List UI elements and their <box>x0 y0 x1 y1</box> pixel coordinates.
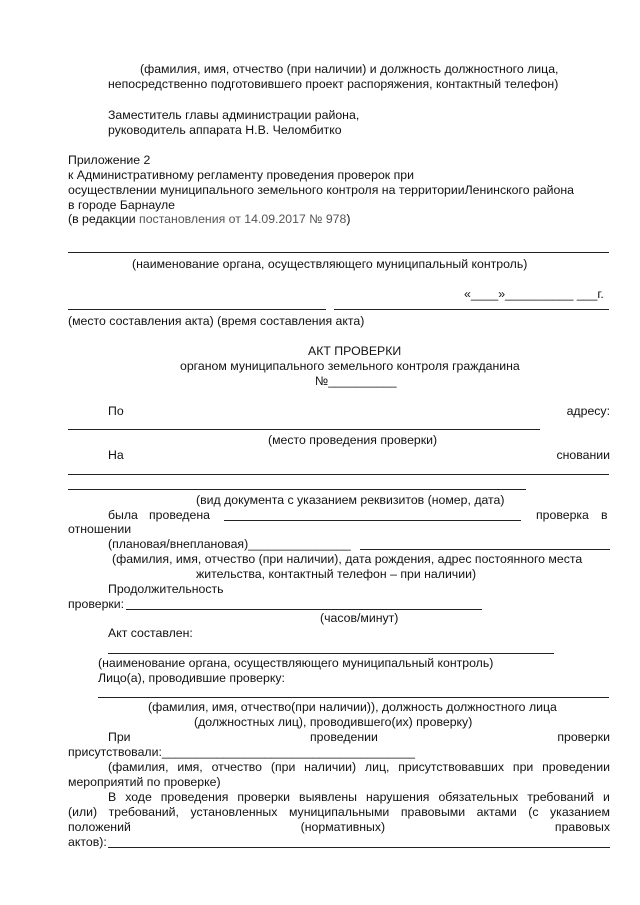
place-caption: (место проведения проверки) <box>268 433 438 447</box>
present-caption-word: отчество <box>211 760 263 774</box>
present-label: присутствовали:_____________________________________ <box>68 745 415 759</box>
person-caption1: (фамилия, имя, отчество (при наличии), дата рождения, адрес постоянного места <box>112 552 583 566</box>
violations-word: проведения <box>160 790 229 804</box>
edition-suffix: ) <box>346 212 351 226</box>
present-caption-word: присутствовавших <box>398 760 505 774</box>
basis-right: сновании <box>556 448 610 462</box>
present-caption-word: при <box>512 760 534 774</box>
violations-word: требований, <box>108 805 179 819</box>
violations-word: муниципальными <box>288 805 390 819</box>
violations-word: требований <box>527 790 595 804</box>
duration-caption: (часов/минут) <box>320 611 399 625</box>
violations-word: правовыми <box>400 805 466 819</box>
org-caption: (наименование органа, осуществляющего муниципальный контроль) <box>132 257 528 271</box>
place-time-caption: (место составления акта) (время составления акта) <box>68 314 365 328</box>
date-line: «____»__________ ___г. <box>464 287 604 301</box>
place-line <box>68 309 326 310</box>
appendix-line4: в городе Барнауле <box>68 198 175 212</box>
violations-word: выявлены <box>299 790 357 804</box>
inspectors-caption2: (должностных лиц), проводившего(их) проверку) <box>194 715 473 729</box>
planned-label: (плановая/внеплановая)_______________ <box>108 537 351 551</box>
present-w2: проведении <box>310 730 378 744</box>
act-subtitle: органом муниципального земельного контроля гражданина <box>180 359 520 373</box>
duration-label: Продолжительность <box>108 582 224 596</box>
violations-word: нарушения <box>365 790 430 804</box>
violations-word: указанием <box>550 805 610 819</box>
in-word: в <box>601 508 608 522</box>
violations-row3 <box>68 820 610 834</box>
act-number: №__________ <box>315 374 397 388</box>
present-caption-row <box>108 760 610 774</box>
address-right: адресу: <box>566 404 610 418</box>
appendix-title: Приложение 2 <box>68 153 151 167</box>
violations-word: установленных <box>190 805 278 819</box>
violations-word: (нормативных) <box>300 820 386 834</box>
was-word: была <box>108 508 138 522</box>
violations-acts-label: актов): <box>68 835 107 849</box>
present-w3: проверки <box>557 730 610 744</box>
violations-word: обязательных <box>438 790 519 804</box>
present-caption-word: лиц, <box>364 760 390 774</box>
doc-caption: (вид документа с указанием реквизитов (номер, дата) <box>196 493 505 507</box>
address-left: По <box>108 404 124 418</box>
present-caption-word: проведении <box>542 760 610 774</box>
violations-row2 <box>68 805 610 819</box>
violations-word: и <box>603 790 610 804</box>
signatory-line2: руководитель аппарата Н.В. Челомбитко <box>108 123 342 137</box>
violations-word: ходе <box>125 790 152 804</box>
planned-line <box>360 549 610 550</box>
present-caption-word: (при <box>270 760 296 774</box>
address-row <box>108 404 610 418</box>
edition-link[interactable]: постановления от 14.09.2017 № 978 <box>139 212 347 226</box>
present-caption-word: имя, <box>177 760 203 774</box>
inspectors-line <box>98 697 609 698</box>
basis-line1 <box>68 474 609 475</box>
present-w1: При <box>108 730 131 744</box>
drawn-up-caption: (наименование органа, осуществляющего муниципальный контроль) <box>98 656 494 670</box>
appendix-edition <box>68 212 350 226</box>
appendix-line2: к Административному регламенту проведения проверок при <box>68 168 414 182</box>
inspectors-label: Лицо(а), проводившие проверку: <box>98 671 285 685</box>
violations-word: правовых <box>554 820 610 834</box>
act-title: АКТ ПРОВЕРКИ <box>308 344 402 358</box>
violations-line <box>108 847 610 848</box>
violations-word: проверки <box>237 790 291 804</box>
present-row <box>108 730 610 744</box>
violations-word: (или) <box>68 805 98 819</box>
basis-left: На <box>108 448 124 462</box>
conducted-word: проведена <box>149 508 210 522</box>
top-note-line1: (фамилия, имя, отчество (при наличии) и должность должностного лица, <box>140 62 559 76</box>
address-line <box>68 429 540 430</box>
present-caption-word: наличии) <box>304 760 357 774</box>
violations-row1 <box>108 790 610 804</box>
edition-prefix: (в редакции <box>68 212 140 226</box>
org-line <box>68 252 609 253</box>
person-caption2: жительства, контактный телефон – при наличии) <box>196 567 477 581</box>
duration-line <box>126 609 482 610</box>
duration-label2: проверки: <box>68 597 125 611</box>
present-caption-last: мероприятий по проверке) <box>68 775 221 789</box>
inspectors-caption1: (фамилия, имя, отчество(при наличии)), должность должностного лица <box>148 700 557 714</box>
conducted-line <box>224 520 521 521</box>
signatory-line1: Заместитель главы администрации района, <box>108 108 360 122</box>
drawn-up-label: Акт составлен: <box>108 626 193 640</box>
present-caption-word: (фамилия, <box>108 760 169 774</box>
time-line <box>334 309 609 310</box>
violations-word: актами <box>476 805 517 819</box>
regarding-word: отношении <box>68 522 132 536</box>
violations-word: положений <box>68 820 131 834</box>
violations-word: (с <box>528 805 539 819</box>
drawn-up-line <box>108 653 554 654</box>
check-word: проверка <box>536 508 589 522</box>
top-note-line2: непосредственно подготовившего проект распоряжения, контактный телефон) <box>108 77 559 91</box>
appendix-line3: осуществлении муниципального земельного контроля на территорииЛенинского района <box>68 183 574 197</box>
basis-row <box>108 448 610 462</box>
basis-line2 <box>68 489 526 490</box>
violations-word: В <box>108 790 117 804</box>
